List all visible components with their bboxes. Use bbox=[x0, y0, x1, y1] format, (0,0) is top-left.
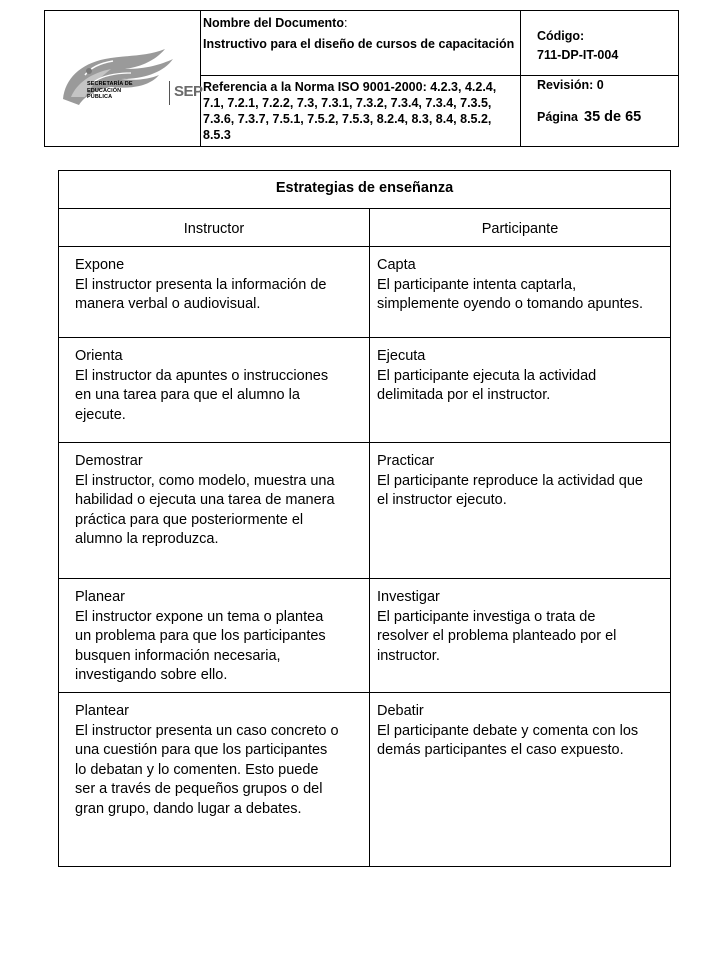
participant-cell bbox=[370, 247, 670, 337]
table-row bbox=[59, 338, 670, 443]
logo-acronym: SEP bbox=[174, 83, 203, 100]
document-name-label bbox=[203, 16, 347, 30]
participant-cell bbox=[370, 338, 670, 442]
document-title: Instructivo para el diseño de cursos de capacitación bbox=[203, 37, 515, 51]
instructor-description: El instructor da apuntes o instrucciones en una tarea para que el alumno la ejecute. bbox=[75, 367, 329, 423]
logo-line-2: EDUCACIÓN bbox=[87, 87, 122, 94]
participant-description: El participante ejecuta la actividad delimitada por el instructor. bbox=[377, 367, 597, 403]
instructor-cell bbox=[59, 247, 370, 337]
participant-action: Capta bbox=[377, 257, 416, 273]
instructor-description: El instructor, como modelo, muestra una habilidad o ejecuta una tarea de manera práctica para que posteriormente el alumno la reproduzca. bbox=[75, 472, 335, 547]
participant-description: El participante reproduce la actividad que el instructor ejecuto. bbox=[377, 472, 643, 508]
column-header-participant: Participante bbox=[370, 209, 670, 247]
participant-cell bbox=[370, 693, 670, 866]
sep-eagle-logo-icon bbox=[55, 39, 195, 119]
instructor-description: El instructor presenta la información de manera verbal o audiovisual. bbox=[75, 276, 327, 312]
logo-line-3: PÚBLICA bbox=[87, 94, 113, 100]
teaching-strategies-table bbox=[58, 170, 671, 867]
participant-cell bbox=[370, 443, 670, 578]
instructor-cell bbox=[59, 693, 370, 866]
page-indicator bbox=[537, 109, 641, 125]
participant-description: El participante debate y comenta con los demás participantes el caso expuesto. bbox=[377, 722, 639, 758]
revision-page-block bbox=[521, 76, 678, 146]
instructor-cell bbox=[59, 338, 370, 442]
instructor-description: El instructor expone un tema o plantea un problema para que los participantes busquen información necesaria, investigando sobre ello. bbox=[75, 608, 326, 683]
instructor-strategy: Demostrar bbox=[75, 453, 143, 469]
table-row bbox=[59, 693, 670, 866]
page-number: 35 de 65 bbox=[584, 109, 642, 125]
instructor-strategy: Plantear bbox=[75, 703, 130, 719]
column-header-instructor: Instructor bbox=[59, 209, 370, 247]
participant-action: Practicar bbox=[377, 453, 435, 469]
logo-divider bbox=[169, 81, 170, 105]
participant-cell bbox=[370, 579, 670, 692]
document-info-cell bbox=[201, 11, 521, 146]
logo-caption bbox=[87, 81, 161, 101]
code-value: 711-DP-IT-004 bbox=[537, 48, 619, 62]
instructor-strategy: Planear bbox=[75, 589, 125, 605]
participant-action: Debatir bbox=[377, 703, 424, 719]
instructor-strategy: Orienta bbox=[75, 348, 123, 364]
instructor-strategy: Expone bbox=[75, 257, 125, 273]
participant-action: Investigar bbox=[377, 589, 440, 605]
logo-cell bbox=[45, 11, 201, 146]
logo-line-1: SECRETARÍA DE bbox=[87, 81, 133, 87]
instructor-description: El instructor presenta un caso concreto o una cuestión para que los participantes lo debatan y lo comenten. Esto puede ser a través de pequeños grupos o del gran grupo, dando lugar a debates. bbox=[75, 722, 339, 817]
document-header bbox=[44, 10, 679, 147]
document-name-label-text: Nombre del Documento bbox=[203, 16, 344, 30]
table-title: Estrategias de enseñanza bbox=[59, 171, 670, 209]
table-row bbox=[59, 579, 670, 693]
page-label: Página bbox=[537, 110, 578, 124]
participant-description: El participante intenta captarla, simplemente oyendo o tomando apuntes. bbox=[377, 276, 644, 312]
code-label: Código: bbox=[537, 29, 585, 43]
participant-description: El participante investiga o trata de resolver el problema planteado por el instructor. bbox=[377, 608, 617, 664]
table-row bbox=[59, 247, 670, 338]
document-control-cell bbox=[521, 11, 678, 146]
participant-action: Ejecuta bbox=[377, 348, 426, 364]
code-block bbox=[521, 11, 678, 76]
instructor-cell bbox=[59, 579, 370, 692]
iso-reference: Referencia a la Norma ISO 9001-2000: 4.2.3, 4.2.4, 7.1, 7.2.1, 7.2.2, 7.3, 7.3.1, 7.3.2, 7.3.4, 7.3.4, 7.3.5, 7.3.6, 7.3.7, 7.5.1, 7.5.2, 7.5.3, 8.2.4, 8.3, 8.4, 8.5.2, 8.5.3 bbox=[203, 80, 497, 142]
document-name-colon: : bbox=[344, 16, 348, 30]
table-row bbox=[59, 443, 670, 579]
instructor-cell bbox=[59, 443, 370, 578]
revision-label: Revisión: 0 bbox=[537, 78, 604, 92]
document-name-block bbox=[201, 11, 520, 76]
